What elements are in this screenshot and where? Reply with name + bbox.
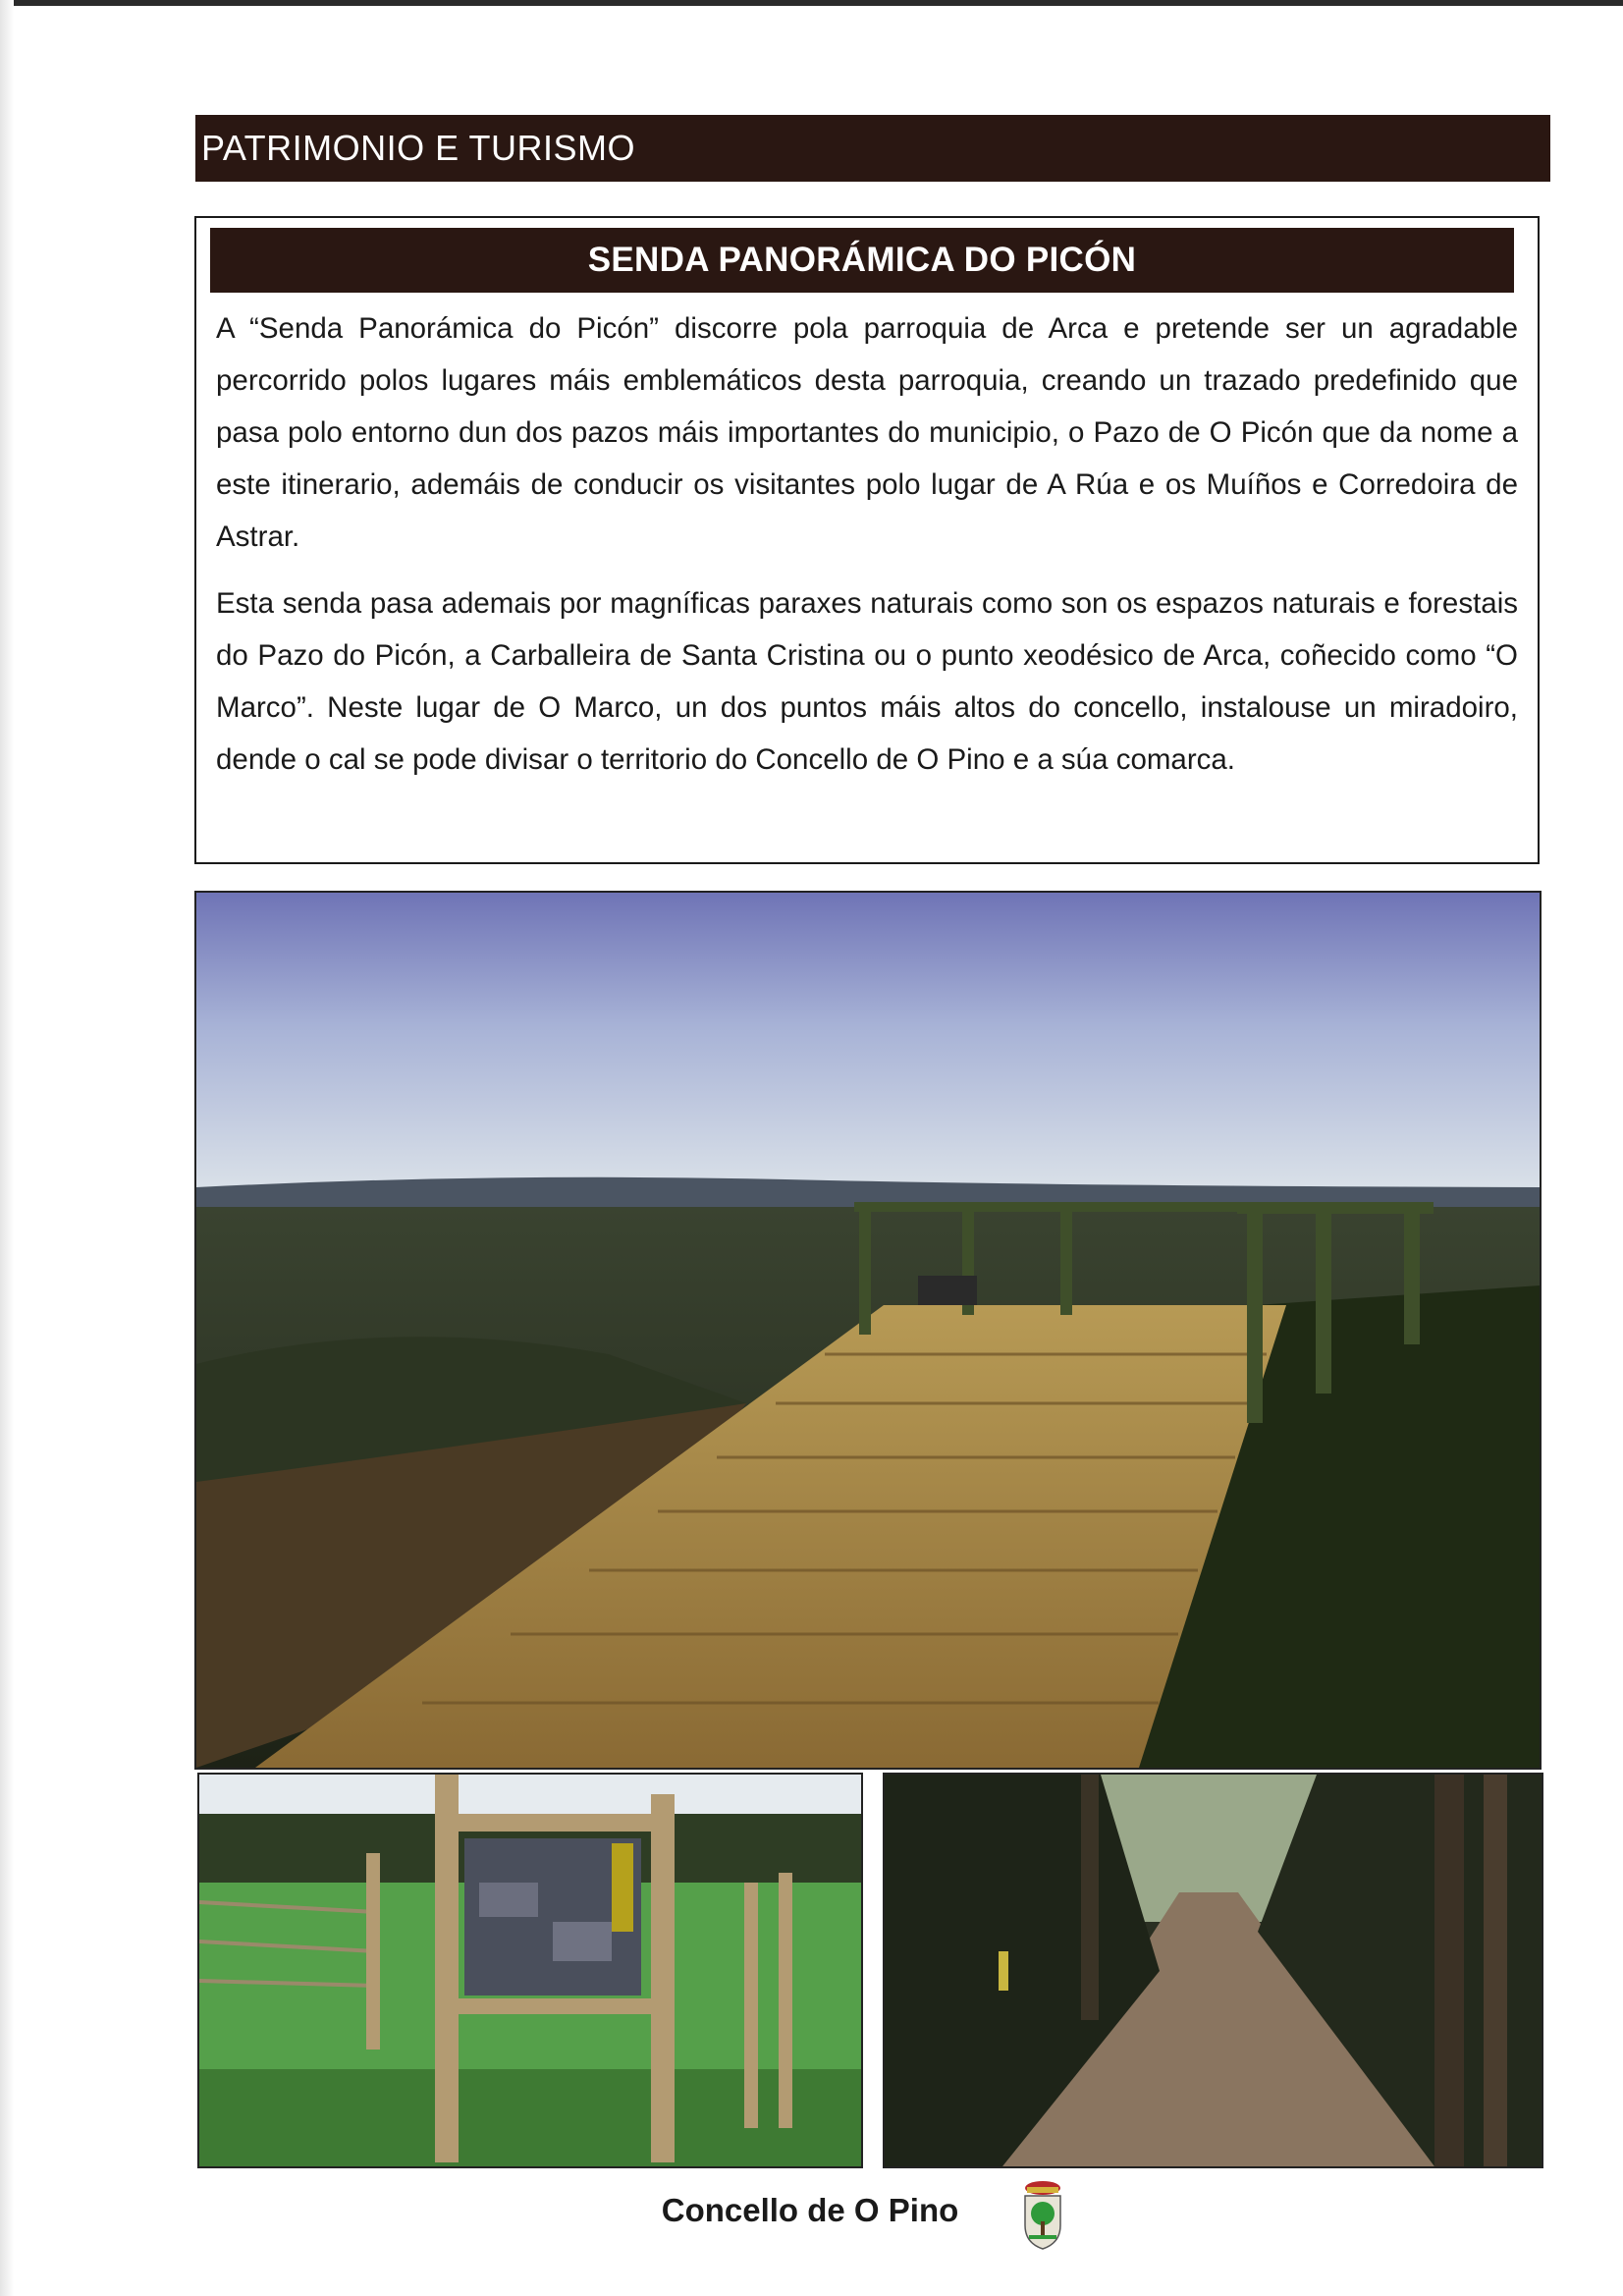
article-title: SENDA PANORÁMICA DO PICÓN (587, 241, 1137, 279)
scan-left-edge (0, 0, 14, 2296)
footer-municipality-name: Concello de O Pino (661, 2192, 959, 2228)
article-paragraph-1: A “Senda Panorámica do Picón” discorre pola parroquia de Arca e pretende ser un agradable percorrido polos lugares máis emblemáticos desta parroquia, creando un trazado predefinido que pasa polo entorno dun dos pazos máis importantes do municipio, o Pazo de O Picón que da nome a este itinerario, ademáis de conducir os visitantes polo lugar de A Rúa e os Muíños e Corredoira de Astrar. (216, 312, 1518, 553)
article-paragraph-2: Esta senda pasa ademais por magníficas paraxes naturais como son os espazos naturais e forestais do Pazo do Picón, a Carballeira de Santa Cristina ou o punto xeodésico de Arca, coñecido como “O Marco”. Neste lugar de O Marco, un dos puntos máis altos do concello, instalouse un miradoiro, dende o cal se pode divisar o territorio do Concello de O Pino e a súa comarca. (216, 587, 1518, 776)
municipal-crest-icon (1017, 2178, 1068, 2253)
scan-top-edge (0, 0, 1623, 6)
article-box (194, 216, 1540, 864)
viewpoint-deck-photo (194, 891, 1542, 1770)
information-panel-photo (197, 1773, 863, 2168)
section-header-bar (195, 115, 1550, 182)
article-title-bar (210, 228, 1514, 293)
section-header: PATRIMONIO E TURISMO (201, 128, 636, 168)
forest-trail-photo (883, 1773, 1543, 2168)
